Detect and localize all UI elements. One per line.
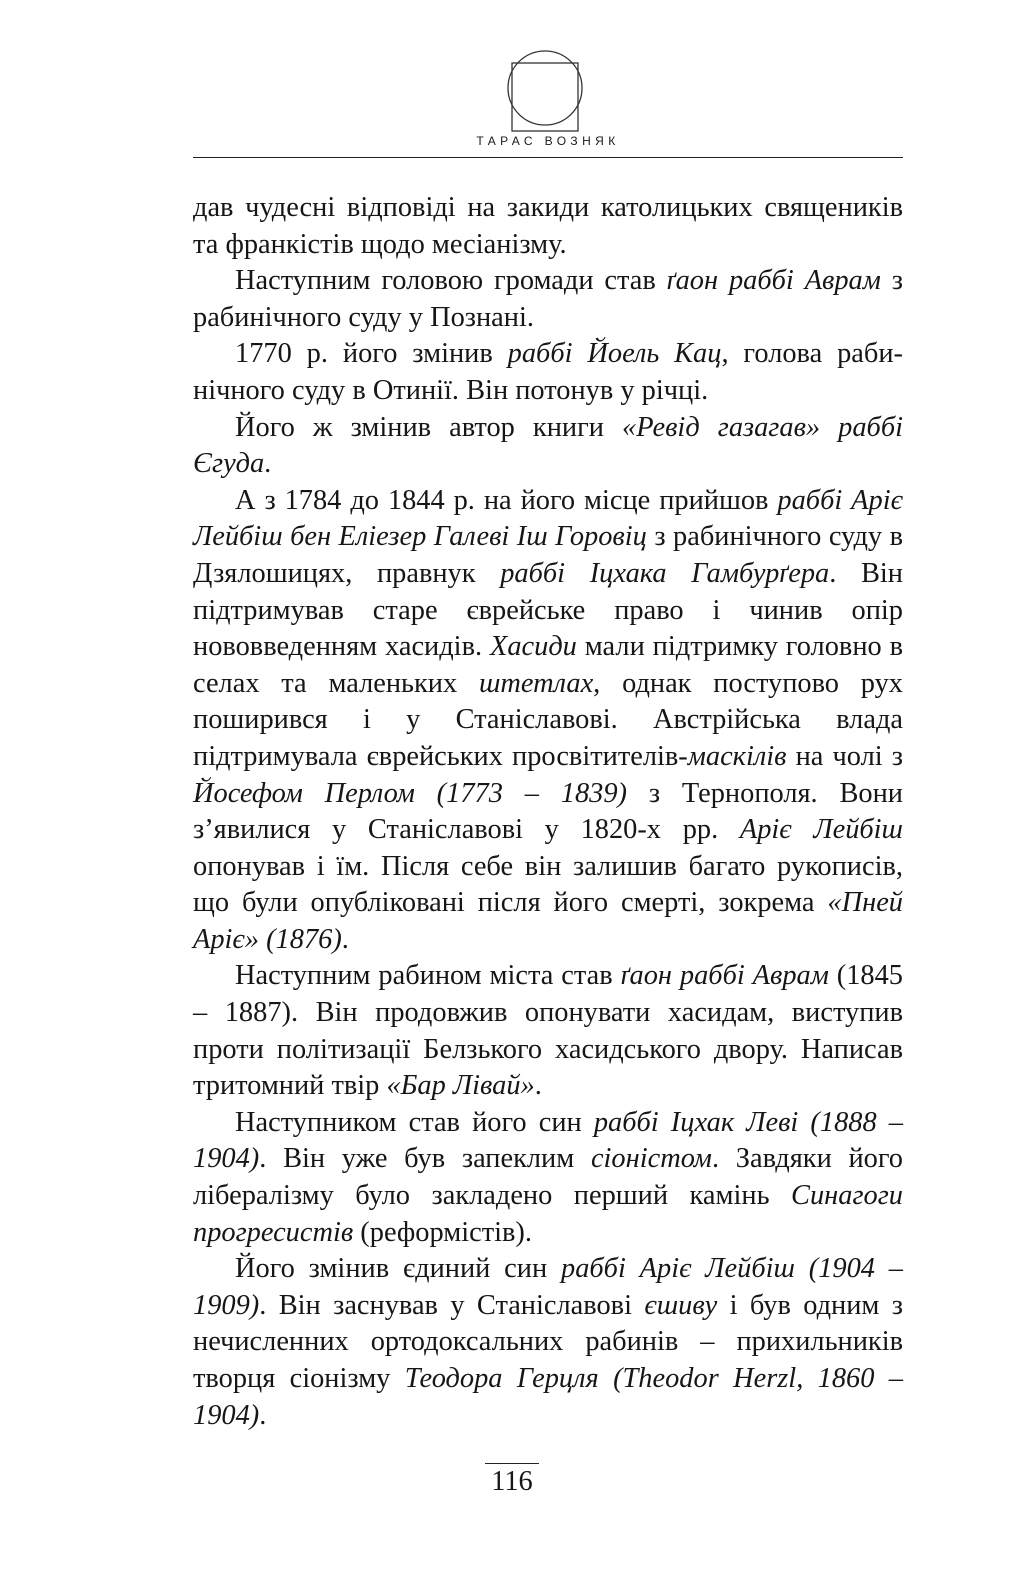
italic-text: ґаон раббі Аврам <box>620 960 829 992</box>
paragraph <box>193 336 903 409</box>
page-number: 116 <box>485 1463 539 1498</box>
italic-text: раббі Аріє Лейбіш бен Еліезер Галеві Іш Горовіц <box>193 484 903 553</box>
running-head-author: ТАРАС ВОЗНЯК <box>476 134 620 148</box>
paragraph <box>193 958 903 1104</box>
italic-text: штетлах <box>478 667 594 699</box>
paragraph <box>193 483 903 959</box>
text-run: . Він заснував у Станіславові <box>259 1289 645 1321</box>
italic-text: раббі Іцхака Гамбурґера <box>500 557 830 589</box>
text-run: . <box>259 1399 267 1431</box>
italic-text: «Бар Лівай» <box>386 1070 535 1102</box>
italic-text: «Пней Аріє» (1876) <box>193 887 903 955</box>
italic-text: Аріє Лейбіш <box>739 814 903 846</box>
text-run: мали підтримку головно в селах та маленьких <box>193 631 904 699</box>
italic-text: Теодора Герцля (Theodor Herzl, 1860 – 1904) <box>193 1363 903 1431</box>
italic-text: «Ревід газагав» раббі Єгуда <box>193 411 903 480</box>
italic-text: раббі Іцхак Леві (1888 – 1904) <box>193 1106 903 1175</box>
text-run: 1770 р. його змінив <box>235 338 508 370</box>
paragraph <box>193 263 903 336</box>
text-run: . <box>534 1070 542 1102</box>
text-run: Його ж змінив автор книги <box>235 411 622 443</box>
text-run: опонував і їм. Після себе він залишив багато рукописів, що були опубліковані після його смерті, зокрема <box>193 850 903 919</box>
paragraph <box>193 410 903 483</box>
text-run: і був одним з нечисленних ортодоксальних рабинів – прихильників творця сіонізму <box>193 1289 903 1394</box>
text-run: . Завдяки його лібералізму було закладено перший камінь <box>193 1143 904 1212</box>
body-text <box>193 190 903 1434</box>
italic-text: Йосефом Перлом (1773 – 1839) <box>193 777 627 809</box>
circle-square-emblem-icon <box>505 47 585 133</box>
text-run: . Він підтримував старе єврейське право і чинив опір нововведенням хасидів. <box>193 557 903 663</box>
italic-text: раббі Аріє Лейбіш (1904 – 1909) <box>193 1253 903 1321</box>
text-run: Наступником став його син <box>235 1106 594 1138</box>
italic-text: Синагоги прогресистів <box>193 1180 903 1248</box>
text-run: з Тернополя. Вони з’явилися у Станіславові у 1820-х рр. <box>193 777 903 846</box>
header-rule <box>193 157 903 158</box>
text-run: . <box>264 448 272 480</box>
italic-text: маскілів <box>687 740 787 772</box>
text-run: Його змінив єдиний син <box>235 1253 561 1285</box>
text-run: . <box>341 923 349 955</box>
text-run: на чолі з <box>786 740 903 772</box>
text-run: дав чудесні відповіді на закиди католицьких священиків та франкістів щодо месіанізму. <box>193 192 903 260</box>
text-run: з рабинічного суду в Дзялошицях, правнук <box>193 521 903 589</box>
italic-text: Хасиди <box>489 631 577 663</box>
text-run: , голова рабинічного суду в Отинії. Він потонув у річці. <box>193 338 903 406</box>
text-run: (реформістів). <box>353 1216 532 1248</box>
italic-text: ґаон раббі Аврам <box>666 265 881 297</box>
text-run: Наступним рабином міста став <box>235 960 621 992</box>
paragraph <box>193 1251 903 1434</box>
text-run: А з 1784 до 1844 р. на його місце прийшов <box>235 484 778 516</box>
page-footer <box>0 1463 1024 1498</box>
paragraph <box>193 1105 903 1251</box>
text-run: (1845 – 1887). Він продовжив опонувати хасидам, виступив проти політизації Белзького хасидського двору. Написав тритомний твір <box>193 960 903 1102</box>
paragraph <box>193 190 903 263</box>
italic-text: раббі Йоель Кац <box>507 338 722 370</box>
text-run: , однак поступово рух поширився і у Станіславові. Австрійська влада підтримувала єврейських просвітителів- <box>193 667 903 772</box>
italic-text: сіоністом <box>590 1143 712 1175</box>
italic-text: єшиву <box>644 1289 718 1321</box>
text-run: . Він уже був запеклим <box>259 1143 591 1175</box>
text-run: з рабинічного суду у Познані. <box>193 265 903 333</box>
text-run: Наступним головою громади став <box>235 265 667 297</box>
